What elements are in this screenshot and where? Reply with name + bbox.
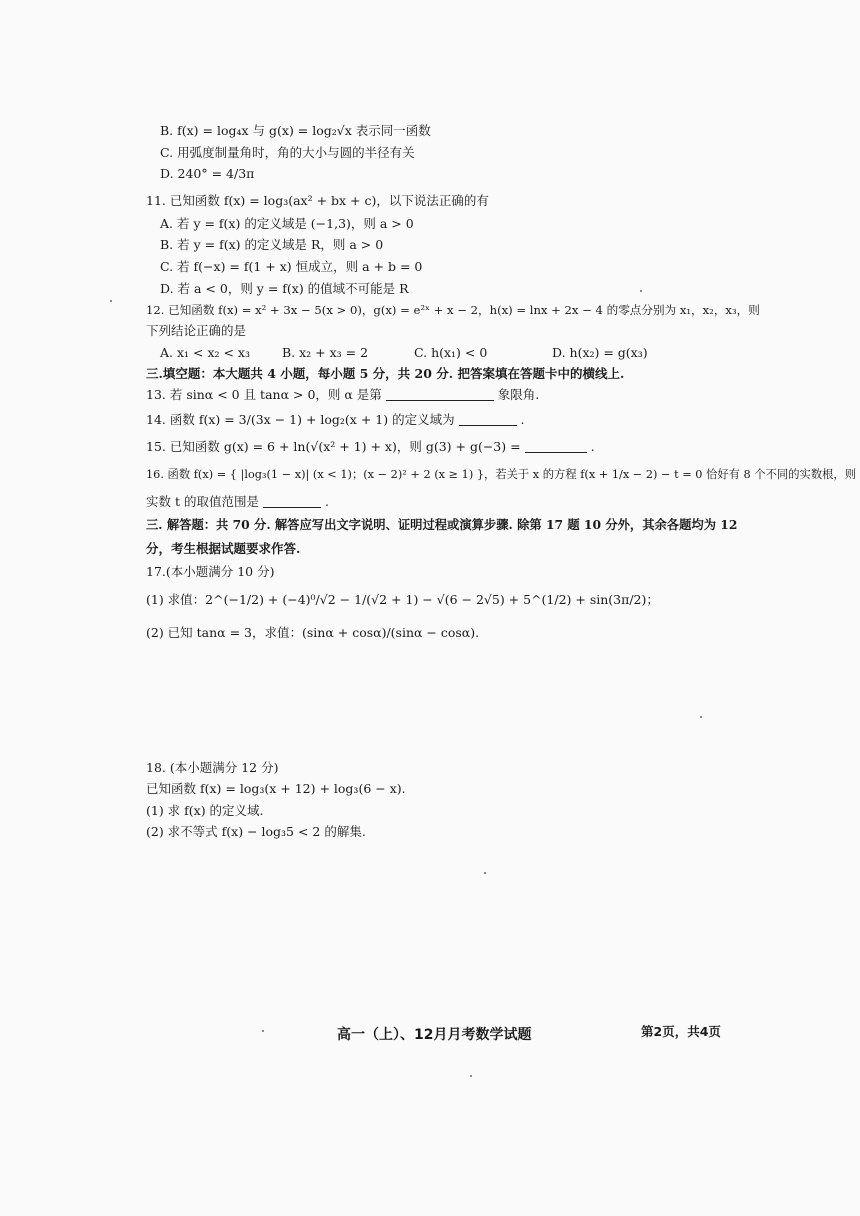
- q14-text: 14. 函数 f(x) = 3/(3x − 1) + log₂(x + 1) 的定义域为: [146, 412, 455, 427]
- q16-text-end: .: [324, 494, 329, 509]
- q14: [146, 412, 525, 428]
- q12-option-d: D. h(x₂) = g(x₃): [552, 345, 648, 360]
- scan-speck: [640, 290, 642, 292]
- q17-title: 17.(本小题满分 10 分): [146, 564, 275, 579]
- q16-line1: 16. 函数 f(x) = { |log₃(1 − x)| (x < 1)；(x − 2)² + 2 (x ≥ 1) }，若关于 x 的方程 f(x + 1/x − 2) − t = 0 恰好有 8 个不同的实数根，则: [146, 468, 857, 481]
- q10-option-c: C. 用弧度制量角时，角的大小与圆的半径有关: [160, 145, 415, 160]
- section-fill-in-heading: 三.填空题：本大题共 4 小题，每小题 5 分，共 20 分. 把答案填在答题卡中的横线上.: [146, 366, 625, 381]
- q13: [146, 387, 539, 403]
- scan-speck: [484, 872, 486, 874]
- q10-option-b: B. f(x) = log₄x 与 g(x) = log₂√x 表示同一函数: [160, 123, 431, 138]
- q11-option-d: D. 若 a < 0，则 y = f(x) 的值域不可能是 R: [160, 281, 409, 296]
- q13-answer-blank[interactable]: [386, 388, 494, 401]
- q13-text-end: 象限角.: [497, 387, 540, 402]
- q18-part2: (2) 求不等式 f(x) − log₃5 < 2 的解集.: [146, 824, 366, 839]
- q18-part1: (1) 求 f(x) 的定义域.: [146, 803, 264, 818]
- section-solutions-heading-line1: 三. 解答题：共 70 分. 解答应写出文字说明、证明过程或演算步骤. 除第 17 题 10 分外，其余各题均为 12: [146, 517, 738, 532]
- q17-part1: (1) 求值：2^(−1/2) + (−4)⁰/√2 − 1/(√2 + 1) − √(6 − 2√5) + 5^(1/2) + sin(3π/2)；: [146, 592, 659, 607]
- q13-text: 13. 若 sinα < 0 且 tanα > 0，则 α 是第: [146, 387, 382, 402]
- q18-stem: 已知函数 f(x) = log₃(x + 12) + log₃(6 − x).: [146, 781, 406, 796]
- q18-title: 18. (本小题满分 12 分): [146, 760, 279, 775]
- q14-answer-blank[interactable]: [459, 413, 517, 426]
- q15-text: 15. 已知函数 g(x) = 6 + ln(√(x² + 1) + x)，则 g(3) + g(−3) =: [146, 439, 521, 454]
- q15: [146, 439, 595, 455]
- section-solutions-heading-line2: 分，考生根据试题要求作答.: [146, 541, 301, 556]
- q16-answer-blank[interactable]: [263, 495, 321, 508]
- q16-text: 实数 t 的取值范围是: [146, 494, 259, 509]
- q11-option-a: A. 若 y = f(x) 的定义域是 (−1,3)，则 a > 0: [160, 216, 414, 231]
- scan-speck: [470, 1075, 472, 1077]
- q12-option-a: A. x₁ < x₂ < x₃: [160, 345, 250, 360]
- q11-option-b: B. 若 y = f(x) 的定义域是 R，则 a > 0: [160, 237, 384, 252]
- footer-page-number: 第2页，共4页: [641, 1024, 721, 1039]
- q15-text-end: .: [590, 439, 595, 454]
- q11-option-c: C. 若 f(−x) = f(1 + x) 恒成立，则 a + b = 0: [160, 259, 423, 274]
- q14-text-end: .: [520, 412, 525, 427]
- q12-stem-line1: 12. 已知函数 f(x) = x² + 3x − 5(x > 0)，g(x) = e²ˣ + x − 2，h(x) = lnx + 2x − 4 的零点分别为 x₁，x₂，x₃，则: [146, 303, 760, 317]
- q12-option-b: B. x₂ + x₃ = 2: [282, 345, 369, 360]
- footer-exam-title: 高一（上）、12月月考数学试题: [337, 1027, 532, 1043]
- q15-answer-blank[interactable]: [525, 440, 587, 453]
- q12-option-c: C. h(x₁) < 0: [414, 345, 488, 360]
- q16-line2: [146, 494, 329, 510]
- scan-speck: [700, 716, 702, 718]
- q11-stem: 11. 已知函数 f(x) = log₃(ax² + bx + c)，以下说法正确的有: [146, 193, 489, 208]
- q10-option-d: D. 240° = 4/3π: [160, 166, 255, 181]
- scan-speck: [110, 300, 112, 302]
- q17-part2: (2) 已知 tanα = 3，求值：(sinα + cosα)/(sinα − cosα).: [146, 625, 480, 640]
- scan-speck: [262, 1030, 264, 1032]
- q12-stem-line2: 下列结论正确的是: [146, 323, 247, 338]
